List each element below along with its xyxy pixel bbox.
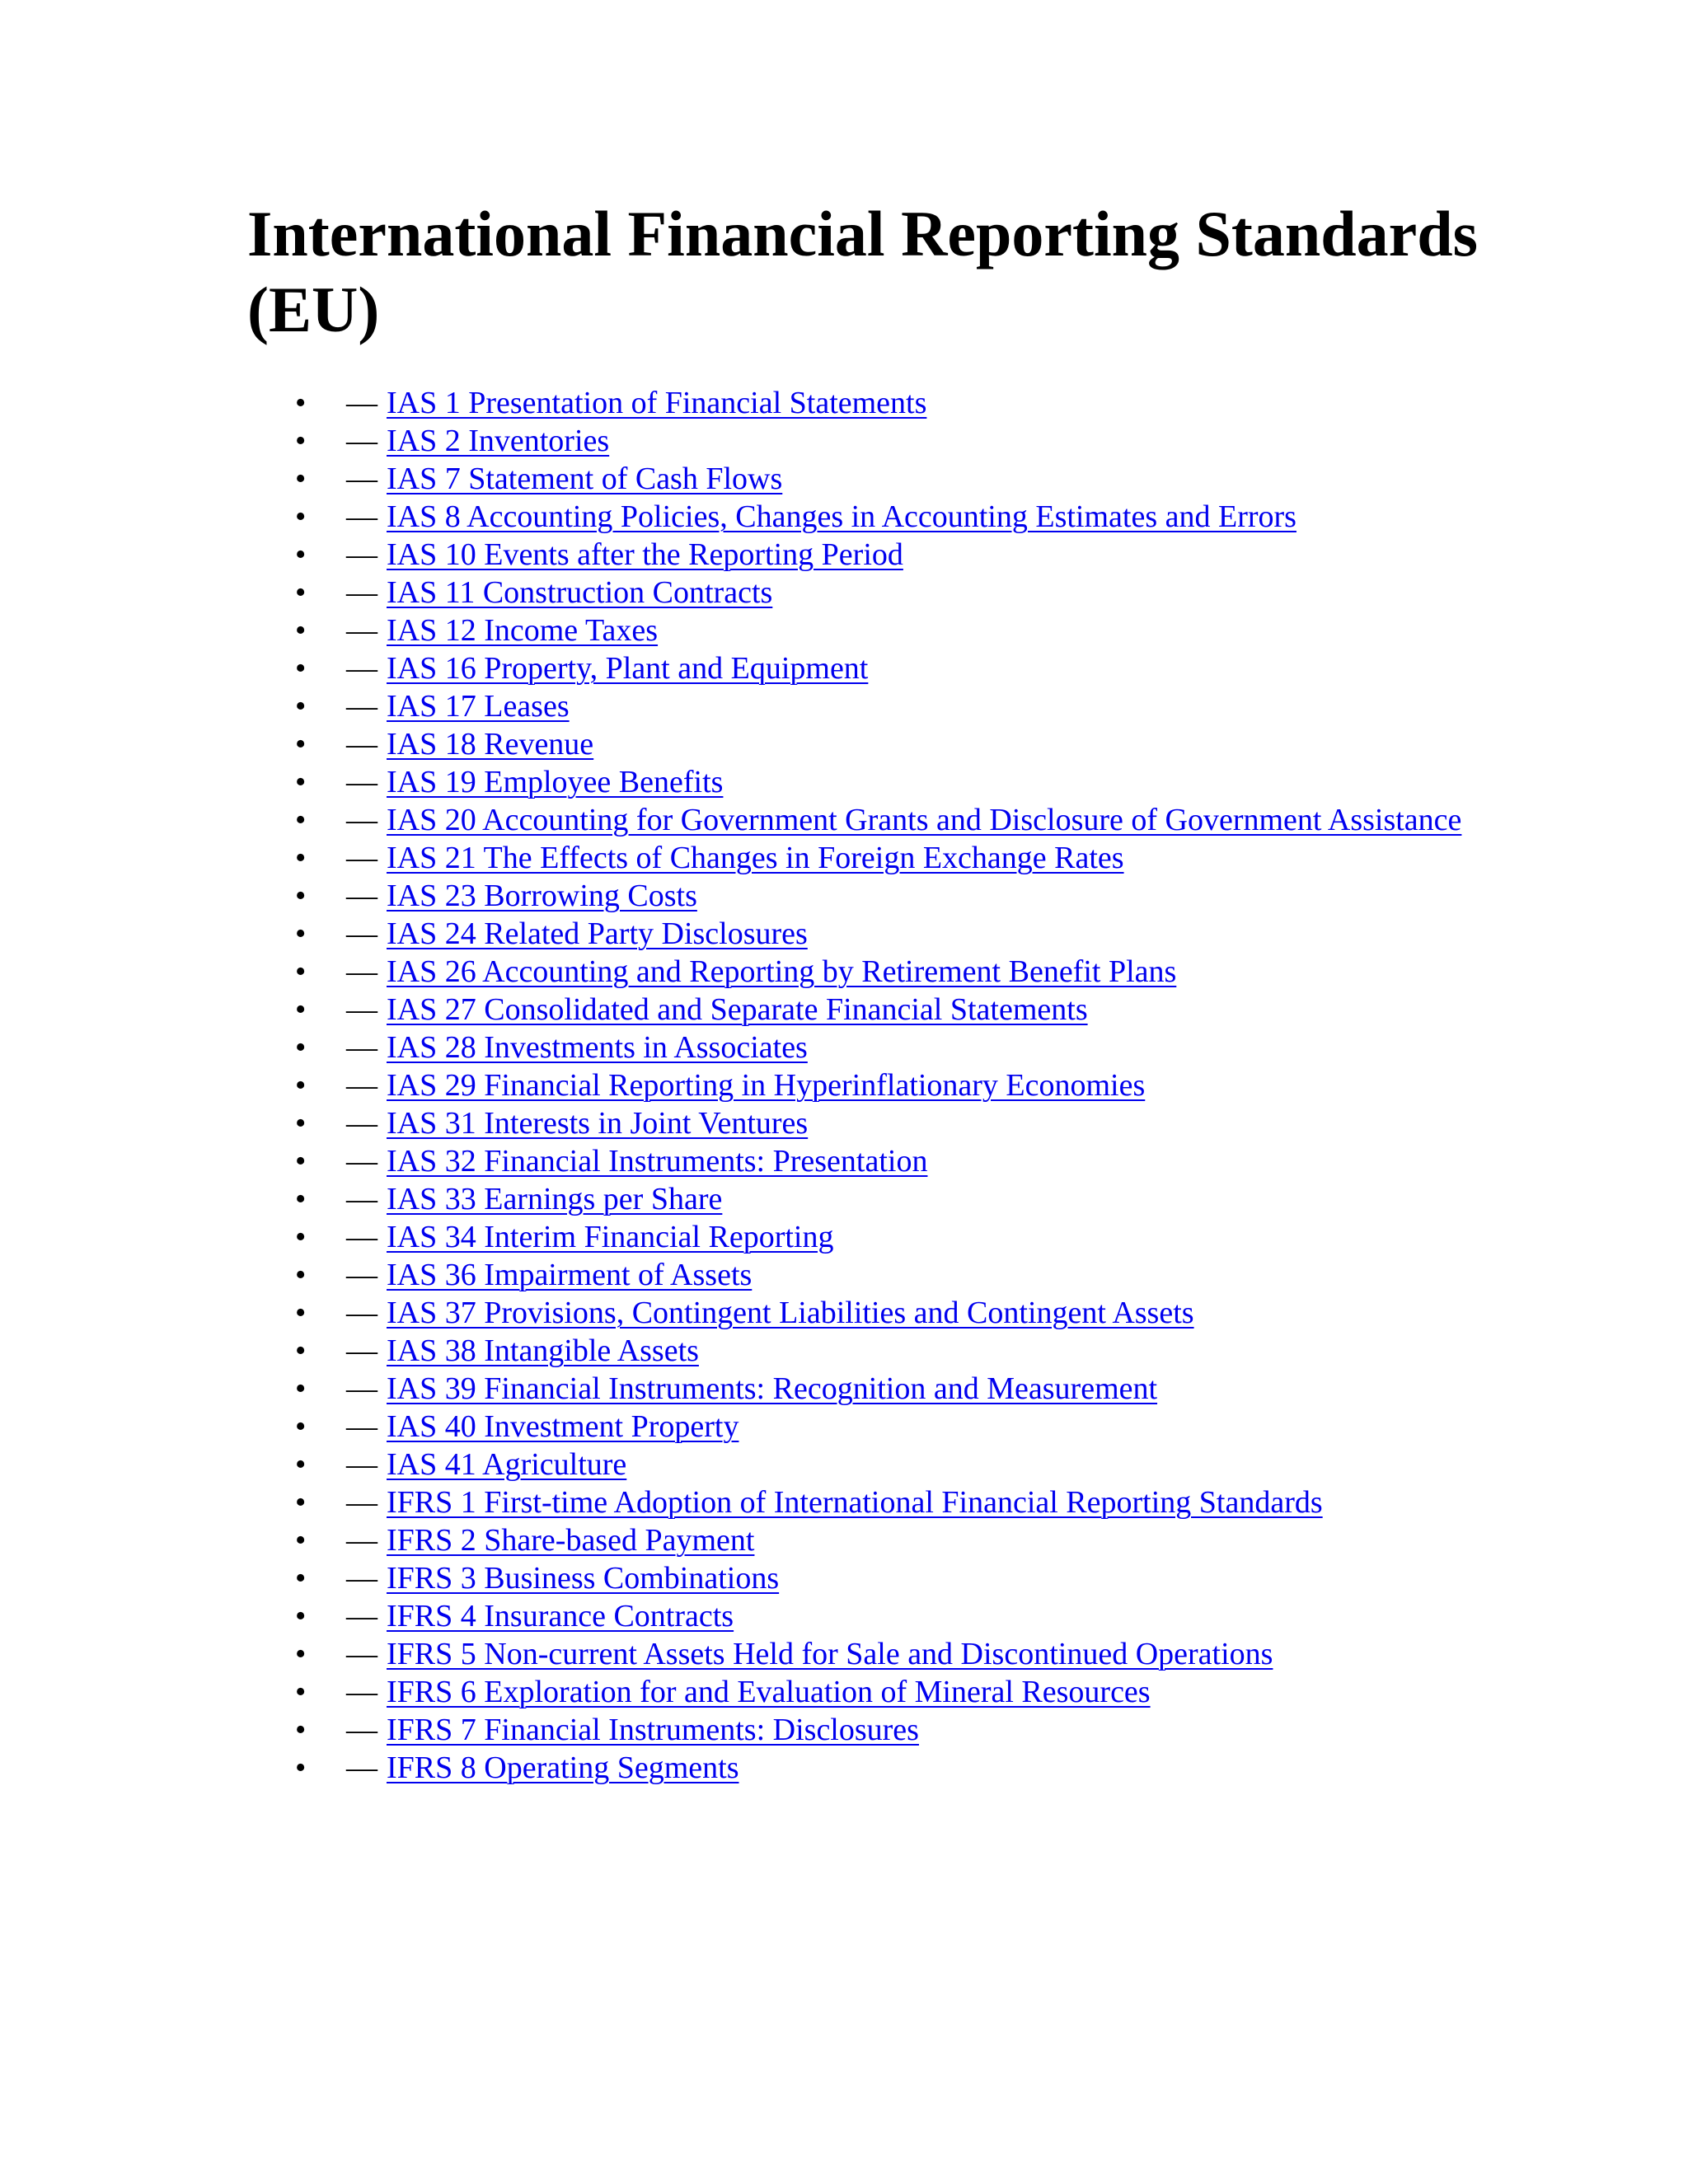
bullet-icon: • xyxy=(295,1750,307,1785)
standard-link[interactable]: IAS 38 Intangible Assets xyxy=(387,1333,699,1368)
bullet-icon: • xyxy=(295,1447,307,1482)
bullet-icon: • xyxy=(295,1030,307,1065)
bullet-icon: • xyxy=(295,1371,307,1406)
list-item xyxy=(247,1483,1533,1521)
bullet-icon: • xyxy=(295,613,307,648)
standard-link[interactable]: IAS 16 Property, Plant and Equipment xyxy=(387,651,869,686)
standard-link[interactable]: IAS 1 Presentation of Financial Statements xyxy=(387,386,927,420)
em-dash: — xyxy=(346,1220,377,1254)
list-item xyxy=(247,612,1533,649)
standard-link[interactable]: IAS 17 Leases xyxy=(387,689,570,724)
em-dash: — xyxy=(346,1599,377,1633)
bullet-icon: • xyxy=(295,1675,307,1709)
list-item xyxy=(247,498,1533,536)
standard-link[interactable]: IAS 39 Financial Instruments: Recognition and Measurement xyxy=(387,1371,1158,1406)
standard-link[interactable]: IAS 32 Financial Instruments: Presentation xyxy=(387,1144,928,1179)
standard-link[interactable]: IAS 34 Interim Financial Reporting xyxy=(387,1220,834,1254)
standard-link[interactable]: IFRS 7 Financial Instruments: Disclosures xyxy=(387,1713,919,1747)
list-item xyxy=(247,1294,1533,1332)
standard-link[interactable]: IFRS 6 Exploration for and Evaluation of Mineral Resources xyxy=(387,1675,1151,1709)
em-dash: — xyxy=(346,916,377,951)
em-dash: — xyxy=(346,1106,377,1141)
bullet-icon: • xyxy=(295,575,307,610)
list-item xyxy=(247,687,1533,725)
standard-link[interactable]: IAS 20 Accounting for Government Grants and Disclosure of Government Assistance xyxy=(387,803,1462,837)
bullet-icon: • xyxy=(295,1333,307,1368)
standard-link[interactable]: IAS 27 Consolidated and Separate Financial Statements xyxy=(387,992,1088,1027)
bullet-icon: • xyxy=(295,954,307,989)
standard-link[interactable]: IAS 2 Inventories xyxy=(387,424,610,458)
bullet-icon: • xyxy=(295,499,307,534)
em-dash: — xyxy=(346,613,377,648)
list-item xyxy=(247,1749,1533,1787)
list-item xyxy=(247,422,1533,460)
em-dash: — xyxy=(346,1485,377,1520)
standard-link[interactable]: IFRS 5 Non-current Assets Held for Sale and Discontinued Operations xyxy=(387,1637,1273,1671)
bullet-icon: • xyxy=(295,1106,307,1141)
list-item xyxy=(247,384,1533,422)
standard-link[interactable]: IAS 18 Revenue xyxy=(387,727,594,762)
em-dash: — xyxy=(346,424,377,458)
standard-link[interactable]: IAS 29 Financial Reporting in Hyperinflationary Economies xyxy=(387,1068,1146,1103)
standard-link[interactable]: IAS 36 Impairment of Assets xyxy=(387,1258,753,1292)
standard-link[interactable]: IAS 33 Earnings per Share xyxy=(387,1182,723,1216)
bullet-icon: • xyxy=(295,727,307,762)
em-dash: — xyxy=(346,499,377,534)
bullet-icon: • xyxy=(295,1485,307,1520)
list-item xyxy=(247,1521,1533,1559)
em-dash: — xyxy=(346,765,377,799)
list-item xyxy=(247,1559,1533,1597)
em-dash: — xyxy=(346,1561,377,1596)
standard-link[interactable]: IFRS 8 Operating Segments xyxy=(387,1750,739,1785)
list-item xyxy=(247,574,1533,612)
list-item xyxy=(247,1142,1533,1180)
em-dash: — xyxy=(346,1068,377,1103)
list-item xyxy=(247,649,1533,687)
standard-link[interactable]: IAS 23 Borrowing Costs xyxy=(387,879,697,913)
bullet-icon: • xyxy=(295,879,307,913)
bullet-icon: • xyxy=(295,386,307,420)
list-item xyxy=(247,1029,1533,1066)
em-dash: — xyxy=(346,1713,377,1747)
em-dash: — xyxy=(346,1030,377,1065)
em-dash: — xyxy=(346,992,377,1027)
em-dash: — xyxy=(346,727,377,762)
list-item xyxy=(247,1180,1533,1218)
list-item xyxy=(247,1332,1533,1370)
em-dash: — xyxy=(346,1333,377,1368)
list-item xyxy=(247,1370,1533,1408)
list-item xyxy=(247,1446,1533,1483)
bullet-icon: • xyxy=(295,841,307,875)
standard-link[interactable]: IAS 12 Income Taxes xyxy=(387,613,659,648)
em-dash: — xyxy=(346,1637,377,1671)
list-item xyxy=(247,877,1533,915)
bullet-icon: • xyxy=(295,689,307,724)
bullet-icon: • xyxy=(295,1296,307,1330)
standard-link[interactable]: IAS 41 Agriculture xyxy=(387,1447,627,1482)
em-dash: — xyxy=(346,1296,377,1330)
standard-link[interactable]: IAS 21 The Effects of Changes in Foreign Exchange Rates xyxy=(387,841,1124,875)
list-item xyxy=(247,991,1533,1029)
em-dash: — xyxy=(346,1447,377,1482)
list-item xyxy=(247,1104,1533,1142)
bullet-icon: • xyxy=(295,424,307,458)
bullet-icon: • xyxy=(295,1599,307,1633)
standard-link[interactable]: IAS 7 Statement of Cash Flows xyxy=(387,462,783,496)
bullet-icon: • xyxy=(295,1637,307,1671)
list-item xyxy=(247,460,1533,498)
bullet-icon: • xyxy=(295,1713,307,1747)
list-item xyxy=(247,1711,1533,1749)
list-item xyxy=(247,801,1533,839)
list-item xyxy=(247,725,1533,763)
standard-link[interactable]: IAS 11 Construction Contracts xyxy=(387,575,773,610)
em-dash: — xyxy=(346,1750,377,1785)
list-item xyxy=(247,1218,1533,1256)
standard-link[interactable]: IFRS 3 Business Combinations xyxy=(387,1561,780,1596)
bullet-icon: • xyxy=(295,1144,307,1179)
em-dash: — xyxy=(346,879,377,913)
standard-link[interactable]: IAS 8 Accounting Policies, Changes in Accounting Estimates and Errors xyxy=(387,499,1296,534)
standard-link[interactable]: IAS 28 Investments in Associates xyxy=(387,1030,808,1065)
list-item xyxy=(247,1597,1533,1635)
list-item xyxy=(247,1635,1533,1673)
bullet-icon: • xyxy=(295,1182,307,1216)
em-dash: — xyxy=(346,1675,377,1709)
standard-link[interactable]: IAS 40 Investment Property xyxy=(387,1409,739,1444)
em-dash: — xyxy=(346,1371,377,1406)
em-dash: — xyxy=(346,575,377,610)
bullet-icon: • xyxy=(295,462,307,496)
list-item xyxy=(247,953,1533,991)
standard-link[interactable]: IFRS 2 Share-based Payment xyxy=(387,1523,755,1558)
em-dash: — xyxy=(346,386,377,420)
standard-link[interactable]: IAS 37 Provisions, Contingent Liabilities and Contingent Assets xyxy=(387,1296,1194,1330)
em-dash: — xyxy=(346,841,377,875)
list-item xyxy=(247,1256,1533,1294)
bullet-icon: • xyxy=(295,803,307,837)
em-dash: — xyxy=(346,1258,377,1292)
bullet-icon: • xyxy=(295,992,307,1027)
standard-link[interactable]: IAS 31 Interests in Joint Ventures xyxy=(387,1106,809,1141)
bullet-icon: • xyxy=(295,1561,307,1596)
document-page xyxy=(247,196,1533,1785)
em-dash: — xyxy=(346,803,377,837)
bullet-icon: • xyxy=(295,537,307,572)
em-dash: — xyxy=(346,689,377,724)
em-dash: — xyxy=(346,462,377,496)
em-dash: — xyxy=(346,1144,377,1179)
list-item xyxy=(247,1066,1533,1104)
em-dash: — xyxy=(346,1523,377,1558)
standard-link[interactable]: IAS 24 Related Party Disclosures xyxy=(387,916,808,951)
em-dash: — xyxy=(346,651,377,686)
list-item xyxy=(247,536,1533,574)
list-item xyxy=(247,1673,1533,1711)
list-item xyxy=(247,1408,1533,1446)
standard-link[interactable]: IAS 26 Accounting and Reporting by Retirement Benefit Plans xyxy=(387,954,1177,989)
bullet-icon: • xyxy=(295,1220,307,1254)
bullet-icon: • xyxy=(295,651,307,686)
standards-list xyxy=(247,384,1533,1787)
bullet-icon: • xyxy=(295,1523,307,1558)
standard-link[interactable]: IAS 19 Employee Benefits xyxy=(387,765,724,799)
bullet-icon: • xyxy=(295,1409,307,1444)
bullet-icon: • xyxy=(295,916,307,951)
em-dash: — xyxy=(346,954,377,989)
standard-link[interactable]: IAS 10 Events after the Reporting Period xyxy=(387,537,903,572)
standard-link[interactable]: IFRS 4 Insurance Contracts xyxy=(387,1599,734,1633)
bullet-icon: • xyxy=(295,765,307,799)
em-dash: — xyxy=(346,537,377,572)
em-dash: — xyxy=(346,1409,377,1444)
list-item xyxy=(247,839,1533,877)
bullet-icon: • xyxy=(295,1068,307,1103)
list-item xyxy=(247,763,1533,801)
bullet-icon: • xyxy=(295,1258,307,1292)
page-title: International Financial Reporting Standards (EU) xyxy=(247,198,1479,345)
standard-link[interactable]: IFRS 1 First-time Adoption of International Financial Reporting Standards xyxy=(387,1485,1323,1520)
list-item xyxy=(247,915,1533,953)
em-dash: — xyxy=(346,1182,377,1216)
